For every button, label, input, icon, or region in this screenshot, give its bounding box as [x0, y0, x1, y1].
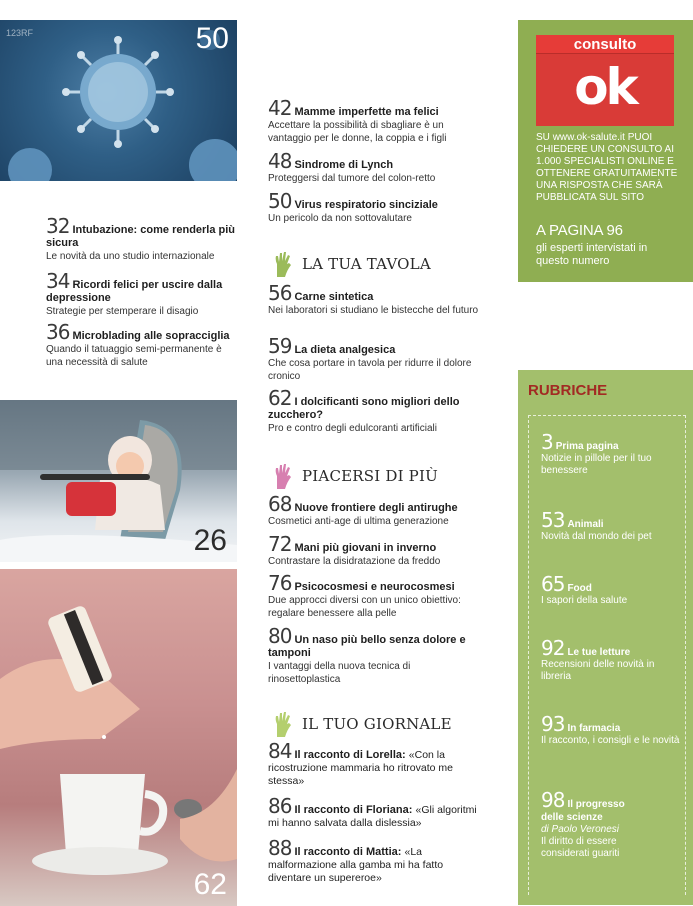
entry-title: Mani più giovani in inverno — [294, 542, 437, 554]
rubrica-title: Il progresso delle scienze — [541, 799, 625, 823]
logo-ok: ok — [574, 58, 636, 116]
entry-title: Intubazione: come renderla più sicura — [46, 224, 236, 249]
rubrica-subtitle: Notizie in pillole per il tuo benessere — [541, 453, 652, 476]
photo-page-number: 26 — [193, 524, 227, 557]
entry-subtitle: Proteggersi dal tumore del colon-retto — [268, 173, 436, 184]
entry-title: Carne sintetica — [294, 291, 374, 303]
rubriche-title: RUBRICHE — [528, 382, 608, 399]
toc-entry[interactable] — [268, 836, 483, 885]
page-number: 86 — [268, 794, 292, 818]
toc-entry[interactable] — [268, 492, 483, 528]
entry-title: I dolcificanti sono migliori dello zucchero? — [268, 396, 460, 421]
page-number: 50 — [268, 189, 292, 213]
toc-entry[interactable] — [268, 532, 483, 568]
entry-title: Virus respiratorio sinciziale — [294, 199, 438, 211]
toc-entry[interactable] — [268, 571, 483, 620]
entry-title: Mamme imperfette ma felici — [294, 106, 439, 118]
rubrica-title: Animali — [567, 519, 604, 530]
page-number: 92 — [541, 636, 565, 660]
rubrica-subtitle: Il diritto di essere considerati guariti — [541, 836, 620, 859]
toc-entry[interactable] — [46, 320, 241, 369]
section-header-giornale — [272, 710, 452, 738]
toc-entry[interactable] — [268, 794, 483, 830]
page-number: 62 — [268, 386, 292, 410]
toc-entry[interactable] — [268, 624, 473, 686]
toc-entry[interactable] — [268, 281, 483, 317]
page-number: 53 — [541, 508, 565, 532]
hand-icon — [272, 710, 294, 738]
toc-entry[interactable] — [268, 189, 483, 225]
consulto-ok-logo — [536, 35, 674, 126]
entry-subtitle: Strategie per stemperare il disagio — [46, 306, 199, 317]
consulto-box — [518, 20, 693, 282]
entry-title: La dieta analgesica — [294, 344, 396, 356]
virus-photo — [0, 20, 237, 181]
rubrica-subtitle: Il racconto, i consigli e le novità — [541, 735, 680, 746]
toc-entry[interactable] — [268, 739, 483, 788]
page-number: 42 — [268, 96, 292, 120]
section-title: PIACERSI DI PIÙ — [302, 467, 438, 485]
entry-subtitle: Quando il tatuaggio semi-permanente è una necessità di salute — [46, 344, 222, 368]
rubrica-item[interactable] — [541, 430, 681, 477]
rubrica-title: Prima pagina — [555, 441, 619, 452]
info-text: PUOI CHIEDERE UN CONSULTO AI 1.000 SPECIALISTI ONLINE E OTTENERE GRATUITAMENTE UNA RISPOSTA CHE SARÀ PUBBLICATA SUL SITO — [536, 132, 678, 203]
page-number: 3 — [541, 430, 553, 454]
photo-page-number: 62 — [193, 868, 227, 901]
hand-icon — [272, 462, 294, 490]
page-number: 76 — [268, 571, 292, 595]
entry-subtitle: Cosmetici anti-age di ultima generazione — [268, 516, 449, 527]
entry-subtitle: Che cosa portare in tavola per ridurre il dolore cronico — [268, 358, 472, 382]
entry-title: Ricordi felici per uscire dalla depressione — [46, 279, 223, 304]
info-prefix: SU — [536, 132, 550, 143]
entry-quote: «La malformazione alla gamba mi ha fatto diventare un supereroe» — [268, 846, 444, 884]
entry-subtitle: Le novità da uno studio internazionale — [46, 251, 215, 262]
entry-subtitle: I vantaggi della nuova tecnica di rinosettoplastica — [268, 661, 411, 685]
rubrica-item[interactable] — [541, 572, 681, 607]
coffee-photo — [0, 569, 237, 906]
page-number: 93 — [541, 712, 565, 736]
entry-title: Microblading alle sopracciglia — [72, 330, 230, 342]
page-number: 56 — [268, 281, 292, 305]
page-number: 98 — [541, 788, 565, 812]
toc-entry[interactable] — [46, 269, 236, 318]
page-number: 36 — [46, 320, 70, 344]
consulto-info — [536, 132, 686, 204]
entry-subtitle: Contrastare la disidratazione da freddo — [268, 556, 441, 567]
a-pagina: A PAGINA 96 — [536, 222, 623, 239]
entry-subtitle: Accettare la possibilità di sbagliare è un vantaggio per le donne, la coppia e i figli — [268, 120, 447, 144]
photo-page-number: 50 — [195, 22, 229, 55]
baby-photo — [0, 400, 237, 562]
toc-entry[interactable] — [268, 334, 483, 383]
rubrica-item[interactable] — [541, 508, 681, 543]
section-title: IL TUO GIORNALE — [302, 715, 452, 733]
entry-title: Psicocosmesi e neurocosmesi — [294, 581, 455, 593]
page-number: 65 — [541, 572, 565, 596]
logo-band: consulto — [536, 35, 674, 54]
rubrica-subtitle: Recensioni delle novità in libreria — [541, 659, 655, 682]
entry-quote: «Con la ricostruzione mammaria ho ritrovato me stessa» — [268, 749, 453, 787]
entry-subtitle: Nei laboratori si studiano le bistecche del futuro — [268, 305, 479, 316]
entry-title: Il racconto di Lorella: — [294, 749, 406, 761]
watermark: 123RF — [6, 28, 34, 38]
entry-subtitle: Pro e contro degli edulcoranti artificiali — [268, 423, 437, 434]
page-number: 59 — [268, 334, 292, 358]
entry-subtitle: Due approcci diversi con un unico obiettivo: regalare benessere alla pelle — [268, 595, 461, 619]
rubrica-title: Le tue letture — [567, 647, 631, 658]
page-number: 72 — [268, 532, 292, 556]
page-number: 68 — [268, 492, 292, 516]
section-header-tavola — [272, 250, 431, 278]
site-link[interactable]: www.ok-salute.it — [552, 132, 625, 143]
toc-entry[interactable] — [46, 214, 236, 263]
entry-title: Il racconto di Mattia: — [294, 846, 402, 858]
rubrica-item[interactable] — [541, 636, 681, 683]
page-number: 48 — [268, 149, 292, 173]
rubrica-item[interactable] — [541, 788, 681, 860]
esperti-text: gli esperti intervistati in questo numero — [536, 242, 648, 267]
hand-icon — [272, 250, 294, 278]
rubriche-box — [518, 370, 693, 905]
entry-quote: «Gli algoritmi mi hanno salvata dalla dislessia» — [268, 804, 477, 829]
section-title: LA TUA TAVOLA — [302, 255, 431, 273]
page-number: 32 — [46, 214, 70, 238]
rubrica-item[interactable] — [541, 712, 681, 747]
rubrica-title: In farmacia — [567, 723, 621, 734]
rubrica-title: Food — [567, 583, 592, 594]
entry-title: Il racconto di Floriana: — [294, 804, 413, 816]
entry-title: Nuove frontiere degli antirughe — [294, 502, 458, 514]
rubrica-subtitle: Novità dal mondo dei pet — [541, 531, 652, 542]
page-number: 80 — [268, 624, 292, 648]
page-number: 88 — [268, 836, 292, 860]
page-number: 84 — [268, 739, 292, 763]
coffee-illustration — [0, 569, 237, 906]
section-header-piacersi — [272, 462, 438, 490]
entry-title: Sindrome di Lynch — [294, 159, 394, 171]
entry-title: Un naso più bello senza dolore e tamponi — [268, 634, 466, 659]
toc-entry[interactable] — [268, 386, 483, 435]
page-number: 34 — [46, 269, 70, 293]
entry-subtitle: Un pericolo da non sottovalutare — [268, 213, 412, 224]
toc-entry[interactable] — [268, 96, 483, 145]
rubrica-subtitle: I sapori della salute — [541, 595, 628, 606]
rubrica-author: di Paolo Veronesi — [541, 824, 620, 835]
toc-entry[interactable] — [268, 149, 483, 185]
